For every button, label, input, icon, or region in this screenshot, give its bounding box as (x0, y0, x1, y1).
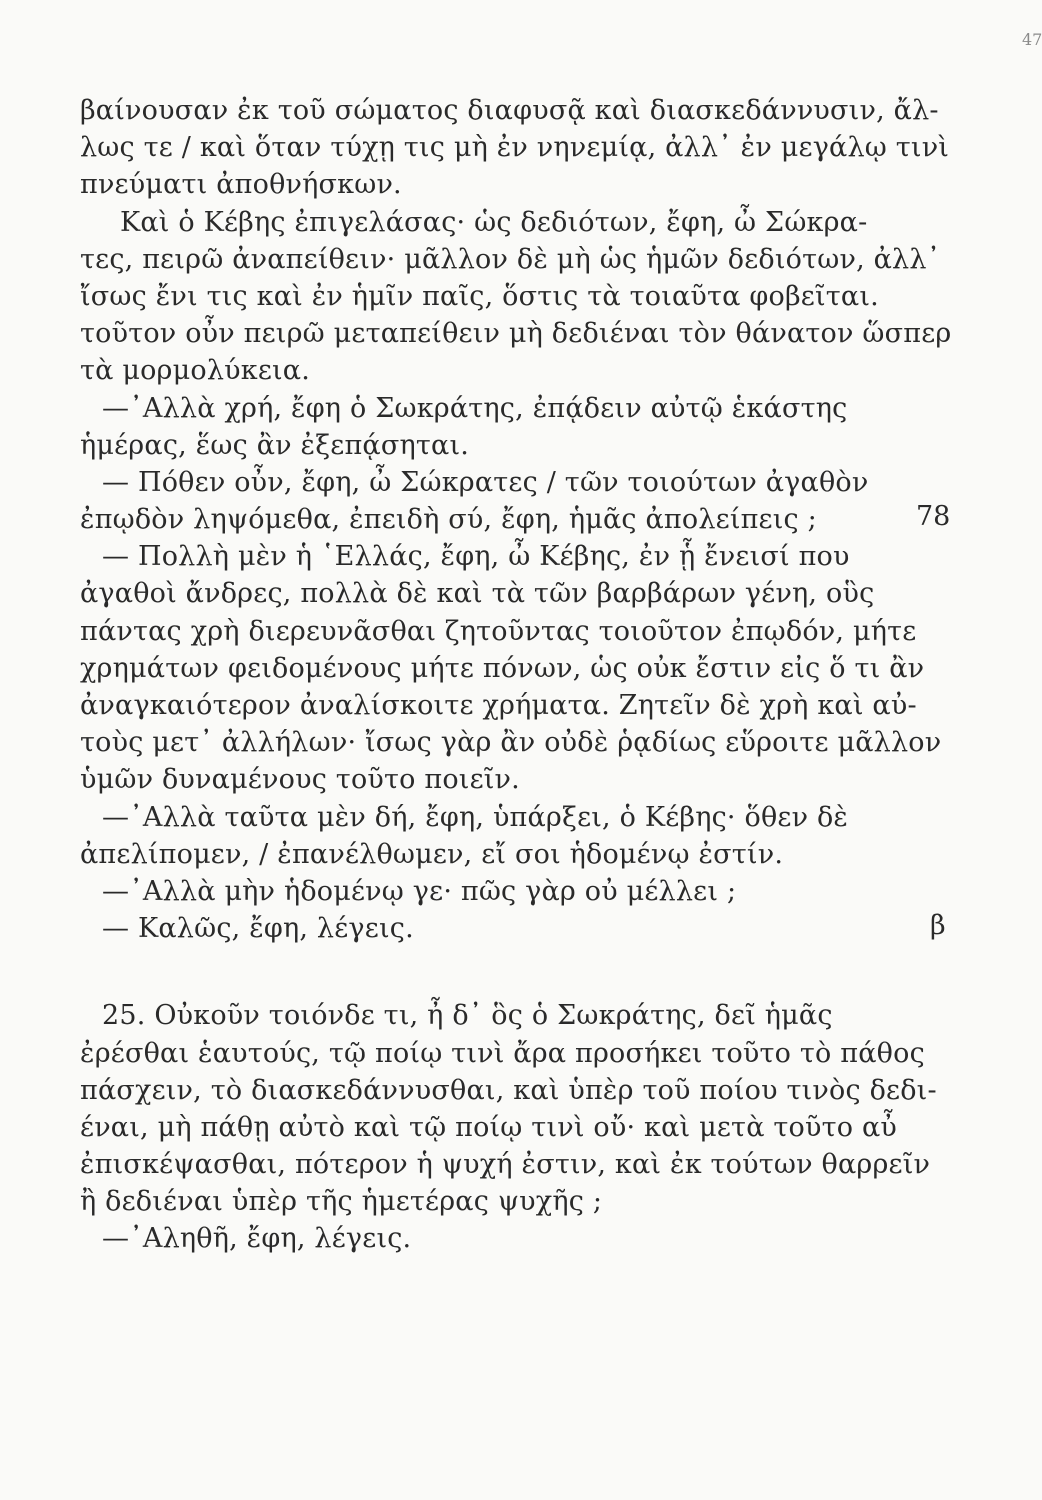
page-number: 47 (1022, 30, 1042, 49)
text-line: —᾽Αλλὰ μὴν ἡδομένῳ γε· πῶς γὰρ οὐ μέλλει ; (102, 875, 737, 907)
text-line: βαίνουσαν ἐκ τοῦ σώματος διαφυσᾷ καὶ διασκεδάννυσιν, ἄλ- (80, 95, 939, 126)
text-line: τοὺς μετ᾽ ἀλλήλων· ἴσως γὰρ ἂν οὐδὲ ῥᾳδίως εὕροιτε μᾶλλον (80, 727, 942, 759)
paragraph-gap (80, 947, 910, 997)
text-line: ὑμῶν δυναμένους τοῦτο ποιεῖν. (80, 764, 520, 796)
text-line: ἐπισκέψασθαι, πότερον ἡ ψυχή ἐστιν, καὶ ἐκ τούτων θαρρεῖν (80, 1149, 931, 1181)
text-line: —᾽Αληθῆ, ἔφη, λέγεις. (102, 1223, 412, 1255)
text-line: — Πόθεν οὖν, ἔφη, ὦ Σώκρατες / τῶν τοιούτων ἀγαθὸν (102, 466, 869, 498)
paragraph-2 (80, 997, 937, 1257)
text-line: χρημάτων φειδομένους μήτε πόνων, ὡς οὐκ ἔστιν εἰς ὅ τι ἂν (80, 652, 925, 684)
text-line: ἐρέσθαι ἑαυτούς, τῷ ποίῳ τινὶ ἄρα προσήκει τοῦτο τὸ πάθος (80, 1037, 925, 1069)
text-line: — Καλῶς, ἔφη, λέγεις. (102, 913, 414, 945)
text-line: ἡμέρας, ἕως ἂν ἐξεπᾴσηται. (80, 429, 470, 461)
text-line: τες, πειρῶ ἀναπείθειν· μᾶλλον δὲ μὴ ὡς ἡμῶν δεδιότων, ἀλλ᾽ (80, 243, 941, 275)
text-line: πνεύματι ἀποθνήσκων. (80, 169, 402, 201)
text-line: ἀπελίπομεν, / ἐπανέλθωμεν, εἴ σοι ἡδομένῳ ἐστίν. (80, 838, 784, 870)
text-line: τοῦτον οὖν πειρῶ μεταπείθειν μὴ δεδιέναι τὸν θάνατον ὥσπερ (80, 318, 952, 350)
text-line: ἴσως ἔνι τις καὶ ἐν ἡμῖν παῖς, ὅστις τὰ τοιαῦτα φοβεῖται. (80, 280, 879, 312)
text-line: ἐπῳδὸν ληψόμεθα, ἐπειδὴ σύ, ἔφη, ἡμᾶς ἀπολείπεις ; (80, 504, 817, 536)
text-line: —᾽Αλλὰ χρή, ἔφη ὁ Σωκράτης, ἐπᾴδειν αὐτῷ ἑκάστης (102, 392, 848, 424)
text-line: ἢ δεδιέναι ὑπὲρ τῆς ἡμετέρας ψυχῆς ; (80, 1186, 603, 1218)
margin-marker-78: 78 (916, 501, 951, 532)
text-line: 25. Οὐκοῦν τοιόνδε τι, ἦ δ᾽ ὃς ὁ Σωκράτης, δεῖ ἡμᾶς (102, 1000, 833, 1032)
text-line: — Πολλὴ μὲν ἡ ῾Ελλάς, ἔφη, ὦ Κέβης, ἐν ᾗ ἔνεισί που (102, 541, 850, 573)
text-line: τὰ μορμολύκεια. (80, 355, 311, 387)
text-line: έναι, μὴ πάθῃ αὐτὸ καὶ τῷ ποίῳ τινὶ οὔ· καὶ μετὰ τοῦτο αὖ (80, 1111, 898, 1143)
text-line: —᾽Αλλὰ ταῦτα μὲν δή, ἔφη, ὑπάρξει, ὁ Κέβης· ὅθεν δὲ (102, 801, 849, 833)
text-line: ἀγαθοὶ ἄνδρες, πολλὰ δὲ καὶ τὰ τῶν βαρβάρων γένη, οὓς (80, 578, 875, 610)
text-line: ἀναγκαιότερον ἀναλίσκοιτε χρήματα. Ζητεῖν δὲ χρὴ καὶ αὐ- (80, 690, 917, 721)
text-line: Καὶ ὁ Κέβης ἐπιγελάσας· ὡς δεδιότων, ἔφη, ὦ Σώκρα- (120, 206, 868, 238)
margin-marker-beta: β (930, 910, 946, 941)
text-line: πάντας χρὴ διερευνᾶσθαι ζητοῦντας τοιοῦτον ἐπῳδόν, μήτε (80, 615, 917, 647)
text-line: λως τε / καὶ ὅταν τύχῃ τις μὴ ἐν νηνεμίᾳ, ἀλλ᾽ ἐν μεγάλῳ τινὶ (80, 132, 950, 164)
text-line: πάσχειν, τὸ διασκεδάννυσθαι, καὶ ὑπὲρ τοῦ ποίου τινὸς δεδι- (80, 1074, 937, 1106)
